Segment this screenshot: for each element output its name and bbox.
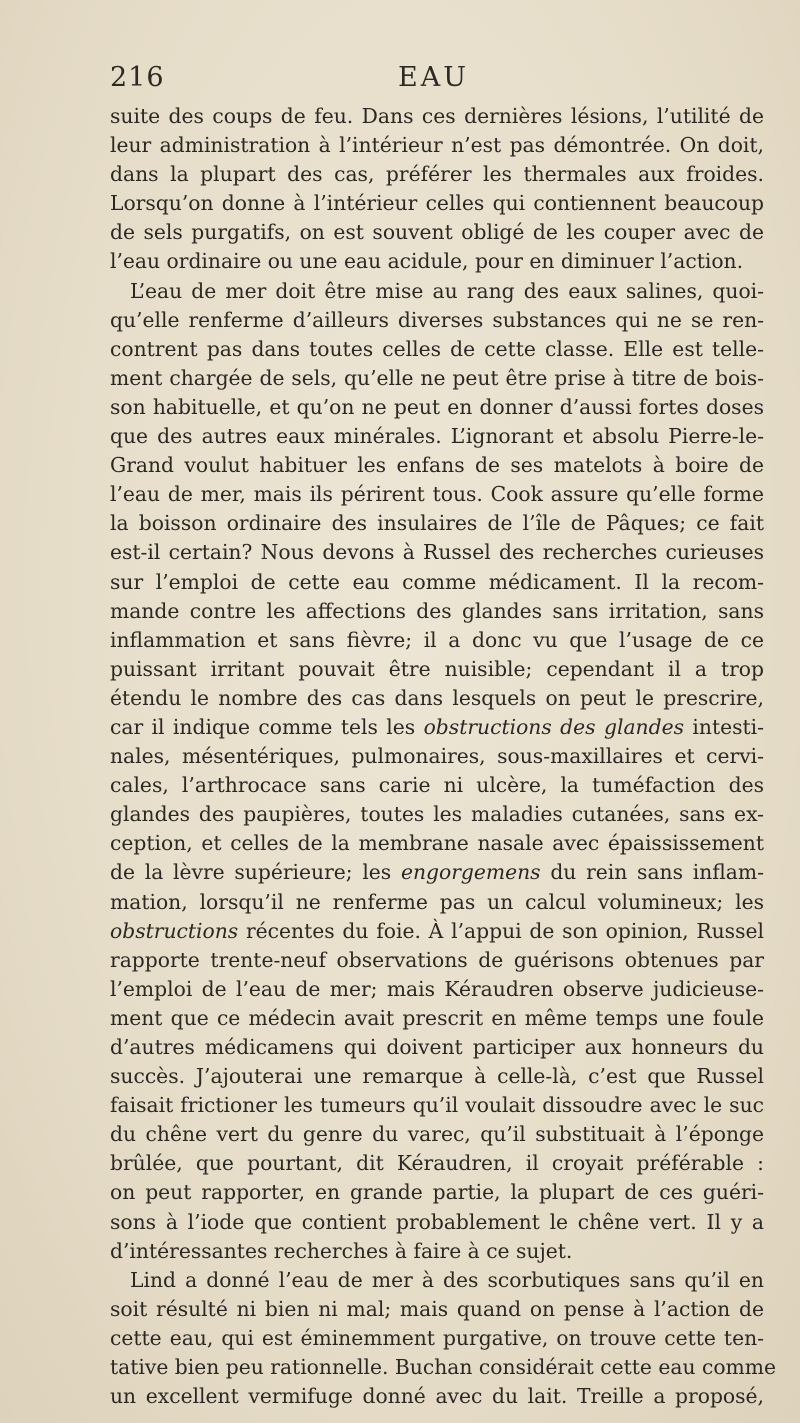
text-line (110, 917, 764, 946)
text-line: brûlée, que pourtant, dit Kéraudren, il croyait préférable : (110, 1151, 764, 1176)
text-line: ment que ce médecin avait prescrit en même temps une foule (110, 1005, 764, 1030)
text-line: rapporte trente-neuf observations de guérisons obtenues par (110, 947, 764, 972)
running-title: EAU (398, 62, 469, 93)
page-number: 216 (110, 62, 165, 93)
text-line: inflammation et sans fièvre; il a donc vu que l’usage de ce (110, 627, 764, 652)
text-line: d’autres médicamens qui doivent participer aux honneurs du (110, 1035, 764, 1059)
text-line: un excellent vermifuge donné avec du lait. Treille a proposé, (110, 1384, 764, 1409)
text-line (110, 858, 764, 887)
text-line: sons à l’iode que contient probablement le chêne vert. Il y a (110, 1209, 764, 1234)
text-line: puissant irritant pouvait être nuisible; cependant il a trop (110, 656, 764, 681)
page-header (110, 58, 710, 94)
text-line: la boisson ordinaire des insulaires de l’île de Pâques; ce fait (110, 511, 764, 536)
text-line: d’intéressantes recherches à faire à ce sujet. (110, 1238, 573, 1263)
text-line: tative bien peu rationnelle. Buchan considérait cette eau comme (110, 1355, 777, 1380)
text-line: faisait frictioner les tumeurs qu’il voulait dissoudre avec le suc (110, 1093, 764, 1118)
text-line: que des autres eaux minérales. L’ignorant et absolu Pierre-le- (110, 424, 764, 449)
text-line: nales, mésentériques, pulmonaires, sous-maxillaires et cervi- (110, 744, 764, 769)
text-line: étendu le nombre des cas dans lesquels on peut le prescrire, (110, 685, 764, 710)
text-line: qu’elle renferme d’ailleurs diverses substances qui ne se ren- (110, 307, 764, 332)
text-line: l’emploi de l’eau de mer; mais Kéraudren observe judicieuse- (110, 976, 764, 1001)
body-text (110, 102, 777, 1411)
text-segment: car il indique comme tels les (110, 714, 424, 739)
text-line: son habituelle, et qu’on ne peut en donner d’aussi fortes doses (110, 394, 764, 419)
text-line: leur administration à l’intérieur n’est pas démontrée. On doit, (110, 133, 764, 158)
text-line: Lorsqu’on donne à l’intérieur celles qui contiennent beaucoup (110, 191, 764, 216)
text-line: cales, l’arthrocace sans carie ni ulcère, la tuméfaction des (110, 773, 764, 798)
text-line: est-il certain? Nous devons à Russel des recherches curieuses (110, 540, 764, 565)
text-line: l’eau de mer, mais ils périrent tous. Cook assure qu’elle forme (110, 482, 764, 507)
text-line: l’eau ordinaire ou une eau acidule, pour en diminuer l’action. (110, 249, 744, 274)
text-line: soit résulté ni bien ni mal; mais quand on pense à l’action de (110, 1296, 764, 1321)
text-line: dans la plupart des cas, préférer les thermales aux froides. (110, 162, 764, 187)
text-line: L’eau de mer doit être mise au rang des eaux salines, quoi- (130, 278, 764, 303)
text-segment: récentes du foie. À l’appui de son opinion, Russel (238, 918, 764, 943)
text-line: glandes des paupières, toutes les maladies cutanées, sans ex- (110, 802, 764, 827)
text-line (110, 713, 764, 742)
text-line: du chêne vert du genre du varec, qu’il substituait à l’éponge (110, 1122, 764, 1147)
text-line: mation, lorsqu’il ne renferme pas un calcul volumineux; les (110, 889, 764, 914)
text-segment: de la lèvre supérieure; les (110, 860, 401, 885)
text-line: Grand voulut habituer les enfans de ses matelots à boire de (110, 453, 764, 478)
text-line: mande contre les affections des glandes sans irritation, sans (110, 598, 764, 623)
italic-term: obstructions (110, 918, 239, 943)
text-line: cette eau, qui est éminemment purgative, on trouve cette ten- (110, 1325, 764, 1350)
text-line: contrent pas dans toutes celles de cette classe. Elle est telle- (110, 336, 764, 361)
text-line: suite des coups de feu. Dans ces dernières lésions, l’utilité de (110, 104, 764, 128)
italic-term: engorgemens (400, 860, 541, 885)
italic-term: obstructions des glandes (423, 714, 684, 739)
text-line: Lind a donné l’eau de mer à des scorbutiques sans qu’il en (130, 1267, 764, 1292)
text-line: ception, et celles de la membrane nasale avec épaississement (110, 831, 764, 856)
text-segment: intesti- (684, 714, 765, 739)
text-line: sur l’emploi de cette eau comme médicament. Il la recom- (110, 569, 764, 594)
text-line: de sels purgatifs, on est souvent obligé de les couper avec de (110, 220, 764, 245)
text-segment: du rein sans inflam- (540, 860, 764, 885)
text-line: ment chargée de sels, qu’elle ne peut être prise à titre de bois- (110, 365, 764, 390)
text-line: succès. J’ajouterai une remarque à celle-là, c’est que Russel (110, 1064, 764, 1089)
text-line: on peut rapporter, en grande partie, la plupart de ces guéri- (110, 1180, 764, 1205)
